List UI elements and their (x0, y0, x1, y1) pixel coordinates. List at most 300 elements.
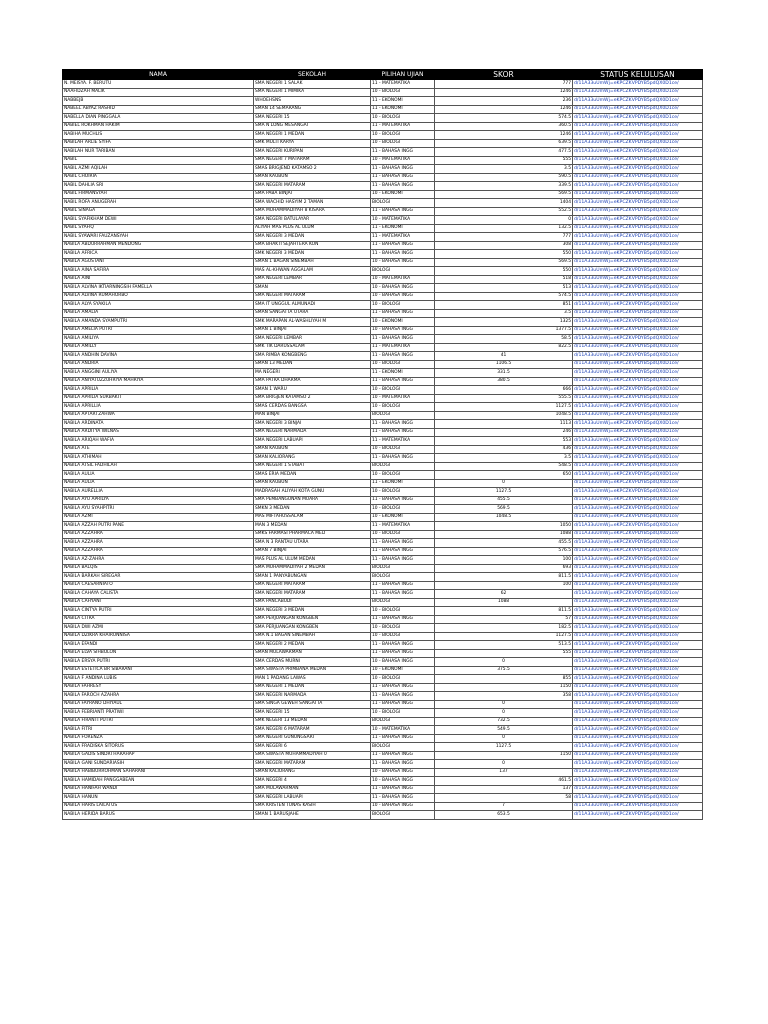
cell-sekolah: SMA NEGERI MATARAM (254, 590, 371, 599)
cell-status-link[interactable]: d/11A33uUmWj=eKPCZKVPDYB5pdQX0D1ce/ (573, 632, 703, 641)
cell-pilihan-ujian: 10 - BIOLOGI (371, 301, 435, 310)
table-row (63, 97, 703, 106)
cell-sekolah: SMA BHAKTI SEJAHTERA KON (254, 241, 371, 250)
cell-status-link[interactable]: d/11A33uUmWj=eKPCZKVPDYB5pdQX0D1ce/ (573, 649, 703, 658)
cell-nama: NABILA AMELIA PUTRI (63, 326, 254, 335)
cell-skor: 436 (435, 445, 573, 454)
cell-status-link[interactable]: d/11A33uUmWj=eKPCZKVPDYB5pdQX0D1ce/ (573, 301, 703, 310)
cell-pilihan-ujian: 11 - MATEMATIKA (371, 122, 435, 131)
cell-status-link[interactable]: d/11A33uUmWj=eKPCZKVPDYB5pdQX0D1ce/ (573, 326, 703, 335)
cell-nama: NABILA ANIYATUZZUHRIYA MAHRIYA (63, 377, 254, 386)
cell-status-link[interactable]: d/11A33uUmWj=eKPCZKVPDYB5pdQX0D1ce/ (573, 377, 703, 386)
table-row (63, 428, 703, 437)
cell-status-link[interactable]: d/11A33uUmWj=eKPCZKVPDYB5pdQX0D1ce/ (573, 760, 703, 769)
cell-nama: NABILA AMALIA (63, 309, 254, 318)
cell-sekolah: SMA RIMBA KONGBENG (254, 352, 371, 361)
cell-nama: NABILA APRILLIA (63, 403, 254, 412)
cell-status-link[interactable]: d/11A33uUmWj=eKPCZKVPDYB5pdQX0D1ce/ (573, 148, 703, 157)
table-row (63, 471, 703, 480)
cell-status-link[interactable]: d/11A33uUmWj=eKPCZKVPDYB5pdQX0D1ce/ (573, 173, 703, 182)
cell-status-link[interactable]: d/11A33uUmWj=eKPCZKVPDYB5pdQX0D1ce/ (573, 700, 703, 709)
cell-pilihan-ujian: 11 - BAHASA INGG (371, 496, 435, 505)
cell-skor: 777 (435, 80, 573, 89)
cell-status-link[interactable]: d/11A33uUmWj=eKPCZKVPDYB5pdQX0D1ce/ (573, 207, 703, 216)
table-row (63, 386, 703, 395)
cell-status-link[interactable]: d/11A33uUmWj=eKPCZKVPDYB5pdQX0D1ce/ (573, 139, 703, 148)
table-row (63, 292, 703, 301)
header-row (63, 70, 703, 80)
cell-nama: NABILA APTARI ZAHWA (63, 411, 254, 420)
cell-nama: NABILA FAHRESY (63, 683, 254, 692)
cell-nama: NABILA ANGGINI AULIYA (63, 369, 254, 378)
table-row (63, 394, 703, 403)
cell-status-link[interactable]: d/11A33uUmWj=eKPCZKVPDYB5pdQX0D1ce/ (573, 462, 703, 471)
cell-skor: 360.5 (435, 122, 573, 131)
cell-status-link[interactable]: d/11A33uUmWj=eKPCZKVPDYB5pdQX0D1ce/ (573, 505, 703, 514)
cell-pilihan-ujian: 11 - BAHASA INGG (371, 700, 435, 709)
cell-sekolah: SMA NEGERI MATARAM (254, 292, 371, 301)
cell-sekolah: SMAN 14 SEMARANG (254, 105, 371, 114)
cell-status-link[interactable]: d/11A33uUmWj=eKPCZKVPDYB5pdQX0D1ce/ (573, 734, 703, 743)
table-row (63, 139, 703, 148)
cell-sekolah: SMAN 1 BAGAN SINEMBAH (254, 258, 371, 267)
table-row (63, 275, 703, 284)
cell-nama: NABILA FITRI (63, 726, 254, 735)
cell-sekolah: SMAN KAUBUN (254, 173, 371, 182)
cell-skor: 1127.5 (435, 488, 573, 497)
cell-sekolah: SMA NEGERI 1 MEDAN (254, 683, 371, 692)
cell-sekolah: ALIYAH MAS PLUS AL ULUM (254, 224, 371, 233)
cell-nama: NABILA AYU APRILYA (63, 496, 254, 505)
cell-skor: 639.5 (435, 139, 573, 148)
cell-nama: NABILA F ANDINA LUBIS (63, 675, 254, 684)
cell-sekolah: SMA NEGERI 15 (254, 709, 371, 718)
table-row (63, 641, 703, 650)
cell-nama: NABELLA DIAN PINGGALA (63, 114, 254, 123)
cell-status-link[interactable]: d/11A33uUmWj=eKPCZKVPDYB5pdQX0D1ce/ (573, 352, 703, 361)
cell-status-link[interactable]: d/11A33uUmWj=eKPCZKVPDYB5pdQX0D1ce/ (573, 386, 703, 395)
cell-sekolah: SMA NEGERI LABUAPI (254, 794, 371, 803)
cell-sekolah: SMA NEGERI MATARAM (254, 182, 371, 191)
table-row (63, 114, 703, 123)
cell-pilihan-ujian: 11 - BAHASA INGG (371, 182, 435, 191)
cell-status-link[interactable]: d/11A33uUmWj=eKPCZKVPDYB5pdQX0D1ce/ (573, 496, 703, 505)
cell-sekolah: SMA SWASTA PRIMBANA MEDAN (254, 666, 371, 675)
cell-pilihan-ujian: 10 - BIOLOGI (371, 139, 435, 148)
cell-nama: NABILA HANUN (63, 794, 254, 803)
cell-skor: 62 (435, 590, 573, 599)
header-nama: NAMA (63, 70, 254, 80)
cell-status-link[interactable]: d/11A33uUmWj=eKPCZKVPDYB5pdQX0D1ce/ (573, 420, 703, 429)
cell-sekolah: SMK NEGERI 3 MEDAN (254, 250, 371, 259)
cell-status-link[interactable]: d/11A33uUmWj=eKPCZKVPDYB5pdQX0D1ce/ (573, 547, 703, 556)
table-row (63, 505, 703, 514)
cell-nama: NABILA AZ-ZAHRA (63, 556, 254, 565)
cell-pilihan-ujian: 10 - BIOLOGI (371, 675, 435, 684)
cell-status-link[interactable]: d/11A33uUmWj=eKPCZKVPDYB5pdQX0D1ce/ (573, 250, 703, 259)
cell-status-link[interactable]: d/11A33uUmWj=eKPCZKVPDYB5pdQX0D1ce/ (573, 343, 703, 352)
cell-nama: NABILA GADIS SINDRI HARAHAP (63, 751, 254, 760)
cell-status-link[interactable]: d/11A33uUmWj=eKPCZKVPDYB5pdQX0D1ce/ (573, 641, 703, 650)
table-body (63, 80, 703, 820)
cell-nama: NABILA BALQIS (63, 564, 254, 573)
cell-sekolah: SMA PERJUANGAN KONGBEN (254, 624, 371, 633)
cell-skor: 100 (435, 556, 573, 565)
cell-status-link[interactable]: d/11A33uUmWj=eKPCZKVPDYB5pdQX0D1ce/ (573, 598, 703, 607)
cell-sekolah: SMAS CERDAS BANGSA (254, 403, 371, 412)
table-row (63, 522, 703, 531)
cell-pilihan-ujian: 11 - BAHASA INGG (371, 420, 435, 429)
cell-skor: 137 (435, 785, 573, 794)
cell-status-link[interactable]: d/11A33uUmWj=eKPCZKVPDYB5pdQX0D1ce/ (573, 768, 703, 777)
cell-pilihan-ujian: 10 - BAHASA INGG (371, 768, 435, 777)
cell-nama: NABILA ABDURRAHMAN MENDONG (63, 241, 254, 250)
cell-pilihan-ujian: 10 - BIOLOGI (371, 632, 435, 641)
cell-status-link[interactable]: d/11A33uUmWj=eKPCZKVPDYB5pdQX0D1ce/ (573, 131, 703, 140)
cell-status-link[interactable]: d/11A33uUmWj=eKPCZKVPDYB5pdQX0D1ce/ (573, 292, 703, 301)
table-row (63, 216, 703, 225)
cell-status-link[interactable]: d/11A33uUmWj=eKPCZKVPDYB5pdQX0D1ce/ (573, 190, 703, 199)
cell-nama: NABILA HAMIDAH PANGGABEAN (63, 777, 254, 786)
cell-pilihan-ujian: 11 - BAHASA INGG (371, 785, 435, 794)
cell-skor: 1150 (435, 751, 573, 760)
cell-pilihan-ujian: BIOLOGI (371, 598, 435, 607)
cell-nama: NABILA CAHAYA CALISTA (63, 590, 254, 599)
cell-skor: 569.5 (435, 258, 573, 267)
cell-nama: NABILA FORENZA (63, 734, 254, 743)
cell-skor: 1113 (435, 420, 573, 429)
table-row (63, 717, 703, 726)
cell-skor: 455.5 (435, 496, 573, 505)
cell-status-link[interactable]: d/11A33uUmWj=eKPCZKVPDYB5pdQX0D1ce/ (573, 743, 703, 752)
table-row (63, 445, 703, 454)
cell-nama: NABILA AMILIYA (63, 335, 254, 344)
cell-sekolah: SMA SWASTA MUHAMMADIYAH 0 (254, 751, 371, 760)
table-row (63, 105, 703, 114)
table-row (63, 607, 703, 616)
cell-nama: NABIL (63, 156, 254, 165)
cell-skor: 1325 (435, 318, 573, 327)
cell-status-link[interactable]: d/11A33uUmWj=eKPCZKVPDYB5pdQX0D1ce/ (573, 445, 703, 454)
cell-pilihan-ujian: 10 - BIOLOGI (371, 131, 435, 140)
cell-sekolah: SMA NEGERI 3 BINJAI (254, 420, 371, 429)
cell-nama: NABILA ERSYA PUTRI (63, 658, 254, 667)
cell-pilihan-ujian: 11 - EKONOMI (371, 479, 435, 488)
cell-status-link[interactable]: d/11A33uUmWj=eKPCZKVPDYB5pdQX0D1ce/ (573, 539, 703, 548)
table-row (63, 326, 703, 335)
cell-status-link[interactable]: d/11A33uUmWj=eKPCZKVPDYB5pdQX0D1ce/ (573, 726, 703, 735)
cell-status-link[interactable]: d/11A33uUmWj=eKPCZKVPDYB5pdQX0D1ce/ (573, 428, 703, 437)
cell-status-link[interactable]: d/11A33uUmWj=eKPCZKVPDYB5pdQX0D1ce/ (573, 590, 703, 599)
cell-skor: 653.5 (435, 811, 573, 820)
cell-status-link[interactable]: d/11A33uUmWj=eKPCZKVPDYB5pdQX0D1ce/ (573, 556, 703, 565)
cell-skor: 553 (435, 437, 573, 446)
table-row (63, 318, 703, 327)
cell-status-link[interactable]: d/11A33uUmWj=eKPCZKVPDYB5pdQX0D1ce/ (573, 454, 703, 463)
cell-skor: 3.5 (435, 165, 573, 174)
cell-nama: NABILA ATHIMAH (63, 454, 254, 463)
cell-skor: 549.5 (435, 726, 573, 735)
cell-skor: 0 (435, 700, 573, 709)
cell-pilihan-ujian: BIOLOGI (371, 811, 435, 820)
table-row (63, 267, 703, 276)
cell-pilihan-ujian: 11 - BAHASA INGG (371, 751, 435, 760)
cell-status-link[interactable]: d/11A33uUmWj=eKPCZKVPDYB5pdQX0D1ce/ (573, 624, 703, 633)
cell-sekolah: SMA NEGERI 15 (254, 114, 371, 123)
cell-nama: NABIL ROFA ANUGERAH (63, 199, 254, 208)
cell-nama: NABILA ANDRIA (63, 360, 254, 369)
cell-status-link[interactable]: d/11A33uUmWj=eKPCZKVPDYB5pdQX0D1ce/ (573, 318, 703, 327)
cell-status-link[interactable]: d/11A33uUmWj=eKPCZKVPDYB5pdQX0D1ce/ (573, 709, 703, 718)
cell-pilihan-ujian: 11 - EKONOMI (371, 105, 435, 114)
cell-nama: NABILA HANIFAH WANDI (63, 785, 254, 794)
table-row (63, 284, 703, 293)
cell-sekolah: SMA NEGERI NARMADA (254, 692, 371, 701)
cell-skor: 1377.5 (435, 326, 573, 335)
cell-skor: 57 (435, 615, 573, 624)
cell-status-link[interactable]: d/11A33uUmWj=eKPCZKVPDYB5pdQX0D1ce/ (573, 258, 703, 267)
cell-status-link[interactable]: d/11A33uUmWj=eKPCZKVPDYB5pdQX0D1ce/ (573, 114, 703, 123)
table-row (63, 590, 703, 599)
cell-pilihan-ujian: 10 - BIOLOGI (371, 403, 435, 412)
cell-skor: 3.5 (435, 309, 573, 318)
cell-status-link[interactable]: d/11A33uUmWj=eKPCZKVPDYB5pdQX0D1ce/ (573, 437, 703, 446)
cell-pilihan-ujian: 11 - BAHASA INGG (371, 241, 435, 250)
cell-status-link[interactable]: d/11A33uUmWj=eKPCZKVPDYB5pdQX0D1ce/ (573, 802, 703, 811)
cell-status-link[interactable]: d/11A33uUmWj=eKPCZKVPDYB5pdQX0D1ce/ (573, 105, 703, 114)
cell-status-link[interactable]: d/11A33uUmWj=eKPCZKVPDYB5pdQX0D1ce/ (573, 182, 703, 191)
cell-status-link[interactable]: d/11A33uUmWj=eKPCZKVPDYB5pdQX0D1ce/ (573, 335, 703, 344)
cell-status-link[interactable]: d/11A33uUmWj=eKPCZKVPDYB5pdQX0D1ce/ (573, 488, 703, 497)
cell-status-link[interactable]: d/11A33uUmWj=eKPCZKVPDYB5pdQX0D1ce/ (573, 394, 703, 403)
cell-nama: NABILA ANDHIN DAVINA (63, 352, 254, 361)
cell-sekolah: SMA WACHID HASYIM 2 TAMAN (254, 199, 371, 208)
cell-status-link[interactable]: d/11A33uUmWj=eKPCZKVPDYB5pdQX0D1ce/ (573, 267, 703, 276)
cell-status-link[interactable]: d/11A33uUmWj=eKPCZKVPDYB5pdQX0D1ce/ (573, 581, 703, 590)
table-row (63, 352, 703, 361)
cell-skor: 777 (435, 233, 573, 242)
cell-status-link[interactable]: d/11A33uUmWj=eKPCZKVPDYB5pdQX0D1ce/ (573, 80, 703, 89)
cell-pilihan-ujian: 10 - MATEMATIKA (371, 726, 435, 735)
cell-skor: 569.5 (435, 190, 573, 199)
cell-nama: NABILA AINA SAFIRA (63, 267, 254, 276)
cell-pilihan-ujian: 11 - BAHASA INGG (371, 581, 435, 590)
cell-skor: 1127.5 (435, 632, 573, 641)
table-row (63, 369, 703, 378)
cell-skor: 1106.5 (435, 360, 573, 369)
cell-nama: NABILA ALVINA IKTIARNINGSIH FAMELLA (63, 284, 254, 293)
cell-status-link[interactable]: d/11A33uUmWj=eKPCZKVPDYB5pdQX0D1ce/ (573, 411, 703, 420)
cell-skor: 100 (435, 581, 573, 590)
table-row (63, 768, 703, 777)
cell-skor: 513 (435, 284, 573, 293)
table-row (63, 309, 703, 318)
cell-status-link[interactable]: d/11A33uUmWj=eKPCZKVPDYB5pdQX0D1ce/ (573, 522, 703, 531)
cell-status-link[interactable]: d/11A33uUmWj=eKPCZKVPDYB5pdQX0D1ce/ (573, 479, 703, 488)
cell-nama: NABILA DZIKRA KHAIRUNNISA (63, 632, 254, 641)
cell-status-link[interactable]: d/11A33uUmWj=eKPCZKVPDYB5pdQX0D1ce/ (573, 199, 703, 208)
cell-status-link[interactable]: d/11A33uUmWj=eKPCZKVPDYB5pdQX0D1ce/ (573, 275, 703, 284)
cell-status-link[interactable]: d/11A33uUmWj=eKPCZKVPDYB5pdQX0D1ce/ (573, 794, 703, 803)
cell-sekolah: MAN 3 MEDAN (254, 522, 371, 531)
cell-status-link[interactable]: d/11A33uUmWj=eKPCZKVPDYB5pdQX0D1ce/ (573, 573, 703, 582)
cell-pilihan-ujian: BIOLOGI (371, 199, 435, 208)
table-row (63, 420, 703, 429)
cell-status-link[interactable]: d/11A33uUmWj=eKPCZKVPDYB5pdQX0D1ce/ (573, 122, 703, 131)
cell-nama: NABILA CAHYANI (63, 598, 254, 607)
cell-skor: 331.5 (435, 369, 573, 378)
cell-status-link[interactable]: d/11A33uUmWj=eKPCZKVPDYB5pdQX0D1ce/ (573, 658, 703, 667)
cell-status-link[interactable]: d/11A33uUmWj=eKPCZKVPDYB5pdQX0D1ce/ (573, 309, 703, 318)
table-row (63, 182, 703, 191)
cell-nama: NABILA ELVA SIHBOLON (63, 649, 254, 658)
cell-skor: 236 (435, 97, 573, 106)
cell-status-link[interactable]: d/11A33uUmWj=eKPCZKVPDYB5pdQX0D1ce/ (573, 683, 703, 692)
cell-skor: 3.5 (435, 454, 573, 463)
cell-status-link[interactable]: d/11A33uUmWj=eKPCZKVPDYB5pdQX0D1ce/ (573, 717, 703, 726)
cell-pilihan-ujian: 11 - EKONOMI (371, 369, 435, 378)
table-row (63, 360, 703, 369)
cell-sekolah: SMA NEGERI 4 (254, 777, 371, 786)
cell-nama: NABILA APRILIA (63, 386, 254, 395)
cell-nama: NABILA AZMI (63, 513, 254, 522)
table-row (63, 624, 703, 633)
cell-status-link[interactable]: d/11A33uUmWj=eKPCZKVPDYB5pdQX0D1ce/ (573, 224, 703, 233)
table-row (63, 131, 703, 140)
cell-status-link[interactable]: d/11A33uUmWj=eKPCZKVPDYB5pdQX0D1ce/ (573, 156, 703, 165)
table-row (63, 692, 703, 701)
cell-status-link[interactable]: d/11A33uUmWj=eKPCZKVPDYB5pdQX0D1ce/ (573, 675, 703, 684)
cell-skor: 550 (435, 267, 573, 276)
cell-sekolah: SMAN SANGATTA UTARA (254, 309, 371, 318)
table-row (63, 547, 703, 556)
cell-pilihan-ujian: 10 - BAHASA INGG (371, 802, 435, 811)
cell-skor: 1246 (435, 131, 573, 140)
table-row (63, 811, 703, 820)
cell-skor: 1404 (435, 199, 573, 208)
cell-sekolah: SMAN 1 BINJAI (254, 326, 371, 335)
cell-status-link[interactable]: d/11A33uUmWj=eKPCZKVPDYB5pdQX0D1ce/ (573, 513, 703, 522)
cell-skor: 308 (435, 241, 573, 250)
table-row (63, 377, 703, 386)
cell-sekolah: SMA NEGERI 3 MEDAN (254, 233, 371, 242)
cell-sekolah: SMA NEGERI 1 STABAT (254, 462, 371, 471)
cell-pilihan-ujian: 11 - BAHASA INGG (371, 335, 435, 344)
table-row (63, 207, 703, 216)
cell-skor: 693 (435, 564, 573, 573)
cell-status-link[interactable]: d/11A33uUmWj=eKPCZKVPDYB5pdQX0D1ce/ (573, 564, 703, 573)
table-row (63, 241, 703, 250)
cell-nama: NABILA HABIBURROHMAN SAHARANI (63, 768, 254, 777)
cell-status-link[interactable]: d/11A33uUmWj=eKPCZKVPDYB5pdQX0D1ce/ (573, 607, 703, 616)
cell-pilihan-ujian: 11 - MATEMATIKA (371, 522, 435, 531)
table-row (63, 513, 703, 522)
cell-nama: NABIL AZMI AQILAH (63, 165, 254, 174)
cell-status-link[interactable]: d/11A33uUmWj=eKPCZKVPDYB5pdQX0D1ce/ (573, 785, 703, 794)
cell-pilihan-ujian: BIOLOGI (371, 564, 435, 573)
table-row (63, 437, 703, 446)
cell-pilihan-ujian: 11 - BAHASA INGG (371, 692, 435, 701)
cell-pilihan-ujian: 10 - BAHASA INGG (371, 777, 435, 786)
cell-status-link[interactable]: d/11A33uUmWj=eKPCZKVPDYB5pdQX0D1ce/ (573, 530, 703, 539)
cell-skor: 1246 (435, 88, 573, 97)
cell-sekolah: SMA NEGERI MATARAM (254, 581, 371, 590)
cell-status-link[interactable]: d/11A33uUmWj=eKPCZKVPDYB5pdQX0D1ce/ (573, 88, 703, 97)
cell-status-link[interactable]: d/11A33uUmWj=eKPCZKVPDYB5pdQX0D1ce/ (573, 284, 703, 293)
cell-status-link[interactable]: d/11A33uUmWj=eKPCZKVPDYB5pdQX0D1ce/ (573, 241, 703, 250)
cell-skor: 58 (435, 794, 573, 803)
cell-status-link[interactable]: d/11A33uUmWj=eKPCZKVPDYB5pdQX0D1ce/ (573, 777, 703, 786)
cell-nama: NABILA CITRA (63, 615, 254, 624)
cell-nama: NABILA ATE (63, 445, 254, 454)
table-row (63, 488, 703, 497)
cell-pilihan-ujian: 10 - BIOLOGI (371, 607, 435, 616)
cell-nama: NABILAH ARLIE SYIFA (63, 139, 254, 148)
cell-status-link[interactable]: d/11A33uUmWj=eKPCZKVPDYB5pdQX0D1ce/ (573, 97, 703, 106)
cell-skor: 576.5 (435, 547, 573, 556)
table-row (63, 734, 703, 743)
cell-sekolah: SMA PABA BINJAI (254, 190, 371, 199)
cell-skor: 1050 (435, 522, 573, 531)
cell-sekolah: SMA NEGERI 6 (254, 743, 371, 752)
table-row (63, 496, 703, 505)
cell-sekolah: SMAN 1 BARUSJAHE (254, 811, 371, 820)
cell-skor: 461.5 (435, 777, 573, 786)
cell-sekolah: SMA N 3 RANTAU UTARA (254, 539, 371, 548)
cell-status-link[interactable]: d/11A33uUmWj=eKPCZKVPDYB5pdQX0D1ce/ (573, 615, 703, 624)
cell-sekolah: SMA IT UNGGUL ALMUNADI (254, 301, 371, 310)
cell-pilihan-ujian: 10 - BAHASA INGG (371, 258, 435, 267)
cell-pilihan-ujian: 10 - BIOLOGI (371, 709, 435, 718)
cell-sekolah: SMAS ERIA MEDAN (254, 471, 371, 480)
cell-status-link[interactable]: d/11A33uUmWj=eKPCZKVPDYB5pdQX0D1ce/ (573, 216, 703, 225)
table-row (63, 122, 703, 131)
cell-status-link[interactable]: d/11A33uUmWj=eKPCZKVPDYB5pdQX0D1ce/ (573, 165, 703, 174)
cell-status-link[interactable]: d/11A33uUmWj=eKPCZKVPDYB5pdQX0D1ce/ (573, 692, 703, 701)
cell-nama: NABIL SYAFIQ (63, 224, 254, 233)
cell-nama: NABILA FRADISKA SITORUS (63, 743, 254, 752)
cell-sekolah: SMK MARAPAN AL-WASHLIYAH M (254, 318, 371, 327)
cell-nama: NABIL SINAGA (63, 207, 254, 216)
cell-pilihan-ujian: 10 - BAHASA INGG (371, 284, 435, 293)
table-row (63, 751, 703, 760)
cell-status-link[interactable]: d/11A33uUmWj=eKPCZKVPDYB5pdQX0D1ce/ (573, 403, 703, 412)
cell-pilihan-ujian: 10 - BIOLOGI (371, 505, 435, 514)
cell-skor: 811.5 (435, 607, 573, 616)
cell-status-link[interactable]: d/11A33uUmWj=eKPCZKVPDYB5pdQX0D1ce/ (573, 666, 703, 675)
cell-nama: NABILA HERIDA BARUS (63, 811, 254, 820)
cell-sekolah: SMA MUHAMMADIYAH 8 KISARA (254, 207, 371, 216)
cell-sekolah: SMA NEGERI 6 MATARAM (254, 726, 371, 735)
cell-sekolah: MA NEGERI (254, 369, 371, 378)
cell-skor: 811.5 (435, 573, 573, 582)
cell-pilihan-ujian: 10 - MATEMATIKA (371, 394, 435, 403)
cell-status-link[interactable]: d/11A33uUmWj=eKPCZKVPDYB5pdQX0D1ce/ (573, 369, 703, 378)
cell-skor: 513.5 (435, 641, 573, 650)
table-row (63, 581, 703, 590)
cell-status-link[interactable]: d/11A33uUmWj=eKPCZKVPDYB5pdQX0D1ce/ (573, 811, 703, 820)
header-status-kelulusan: STATUS KELULUSAN (573, 70, 703, 80)
cell-status-link[interactable]: d/11A33uUmWj=eKPCZKVPDYB5pdQX0D1ce/ (573, 471, 703, 480)
cell-sekolah: SMA MULAWARMAN (254, 785, 371, 794)
cell-status-link[interactable]: d/11A33uUmWj=eKPCZKVPDYB5pdQX0D1ce/ (573, 233, 703, 242)
cell-status-link[interactable]: d/11A33uUmWj=eKPCZKVPDYB5pdQX0D1ce/ (573, 360, 703, 369)
cell-status-link[interactable]: d/11A33uUmWj=eKPCZKVPDYB5pdQX0D1ce/ (573, 751, 703, 760)
cell-skor: 246 (435, 428, 573, 437)
cell-pilihan-ujian: 11 - BAHASA INGG (371, 760, 435, 769)
cell-skor: 58.5 (435, 335, 573, 344)
cell-skor: 7 (435, 802, 573, 811)
